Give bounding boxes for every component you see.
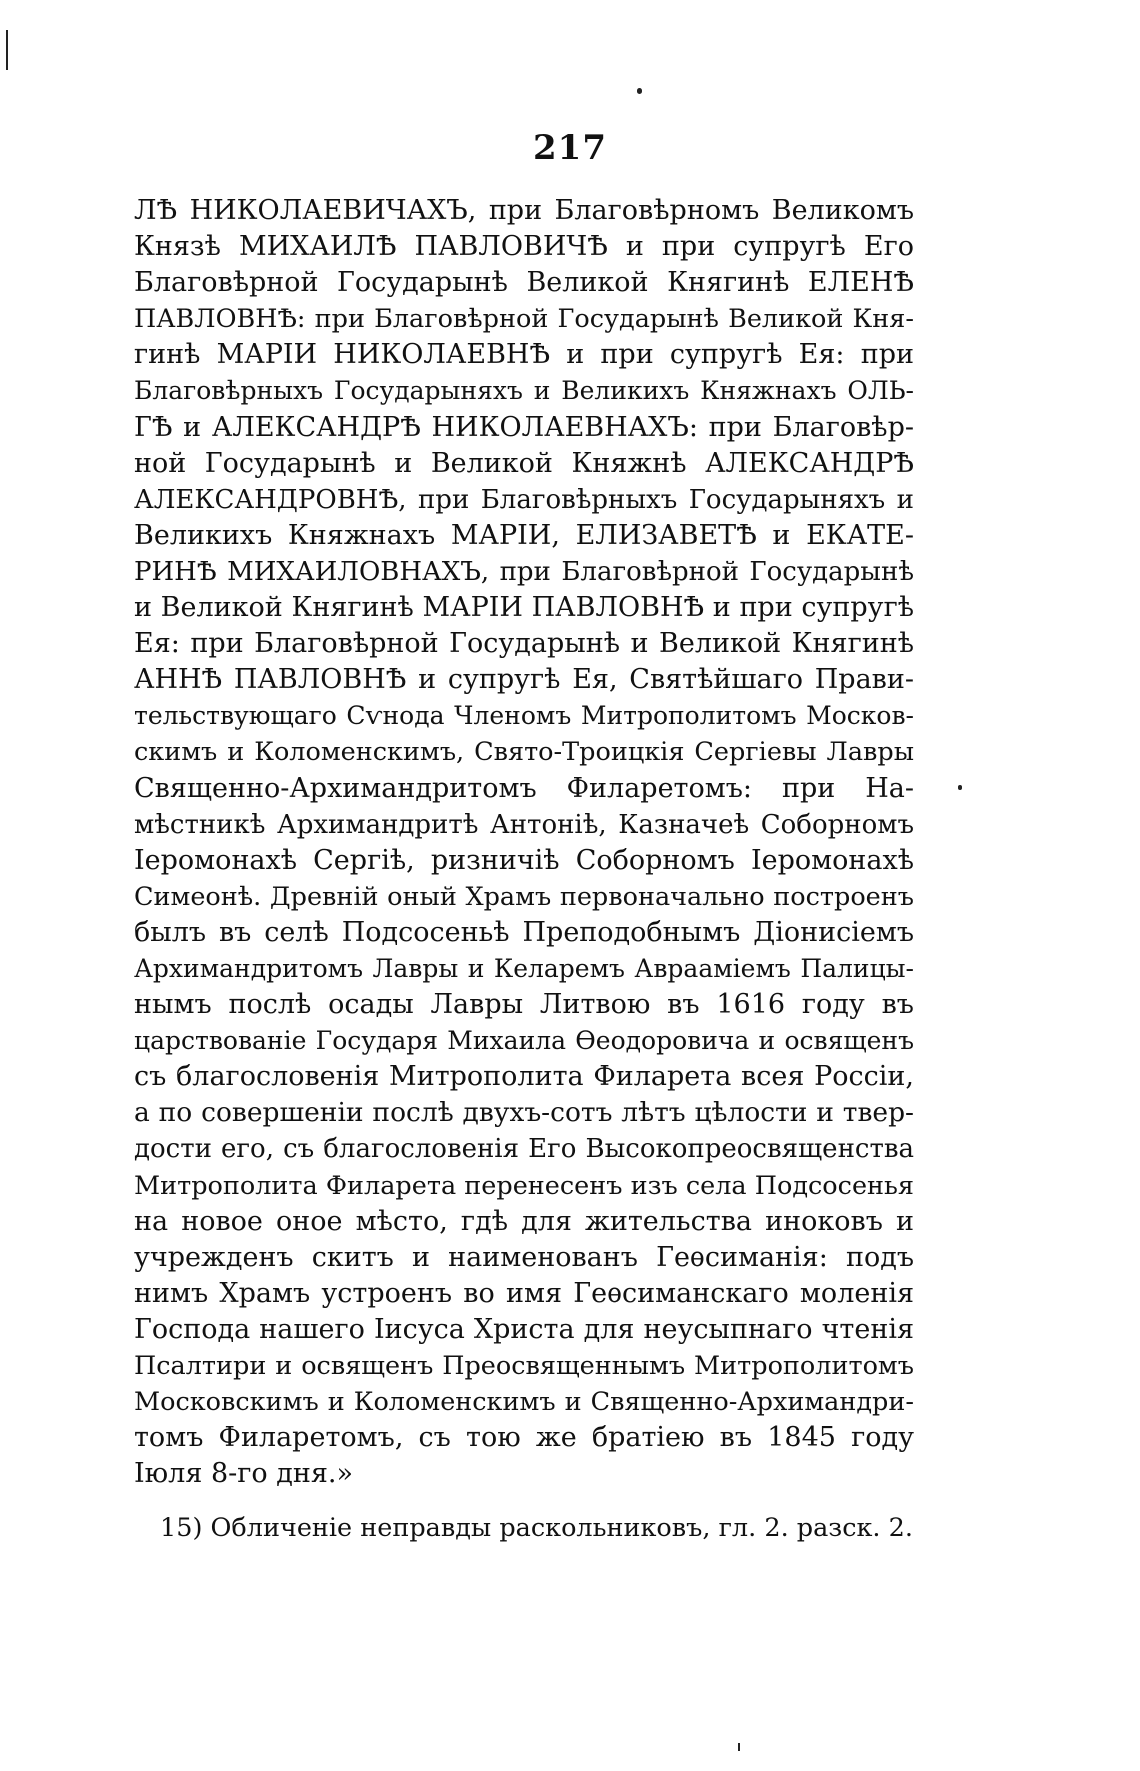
- text-line: Великихъ Княжнахъ МАРІИ, ЕЛИЗАВЕТѢ и ЕКАТЕ-: [134, 519, 914, 551]
- text-line: ПАВЛОВНѢ: при Благовѣрной Государынѣ Великой Кня-: [134, 304, 914, 335]
- text-line: Князѣ МИХАИЛѢ ПАВЛОВИЧѢ и при супругѣ Его: [134, 231, 914, 263]
- text-line: ГѢ и АЛЕКСАНДРѢ НИКОЛАЕВНАХЪ: при Благовѣр-: [134, 411, 914, 443]
- body-text: [134, 193, 914, 1492]
- text-line: ЛѢ НИКОЛАЕВИЧАХЪ, при Благовѣрномъ Великомъ: [134, 195, 914, 226]
- text-line: былъ въ селѣ Подсосеньѣ Преподобнымъ Діонисіемъ: [134, 916, 914, 948]
- footnote: 15) Обличеніе неправды раскольниковъ, гл. 2. разск. 2.: [160, 1513, 913, 1543]
- text-line: Симеонѣ. Древній оный Храмъ первоначально построенъ: [134, 881, 914, 912]
- text-line: АЛЕКСАНДРОВНѢ, при Благовѣрныхъ Государыняхъ и: [134, 484, 914, 515]
- text-line: томъ Филаретомъ, съ тою же братіею въ 1845 году: [134, 1422, 914, 1454]
- text-line: РИНѢ МИХАИЛОВНАХЪ, при Благовѣрной Государынѣ: [134, 556, 914, 587]
- text-line: нимъ Храмъ устроенъ во имя Геѳсиманскаго моленія: [134, 1277, 914, 1309]
- text-line: Священно-Архимандритомъ Филаретомъ: при На-: [134, 772, 914, 804]
- text-line: и Великой Княгинѣ МАРІИ ПАВЛОВНѢ и при супругѣ: [134, 592, 914, 624]
- scan-speck: [738, 1743, 740, 1751]
- text-line: Благовѣрныхъ Государыняхъ и Великихъ Княжнахъ ОЛЬ-: [134, 376, 914, 406]
- text-line: Архимандритомъ Лавры и Келаремъ Авраамiемъ Палицы-: [134, 953, 914, 983]
- text-line: тельствующаго Сѵнода Членомъ Митрополитомъ Москов-: [134, 701, 914, 731]
- scan-speck: [958, 785, 962, 790]
- text-line: а по совершеніи послѣ двухъ-сотъ лѣтъ цѣлости и твер-: [134, 1097, 914, 1129]
- text-line: дости его, съ благословенія Его Высокопреосвященства: [134, 1134, 914, 1165]
- text-line: Псалтири и освященъ Преосвященнымъ Митрополитомъ: [134, 1351, 914, 1381]
- text-line: учрежденъ скитъ и наименованъ Геѳсиманія: подъ: [134, 1241, 914, 1273]
- text-line: ной Государынѣ и Великой Княжнѣ АЛЕКСАНДРѢ: [134, 447, 914, 479]
- text-line: нымъ послѣ осады Лавры Литвою въ 1616 году въ: [134, 989, 914, 1021]
- text-line: Господа нашего Іисуса Христа для неусыпнаго чтенія: [134, 1313, 914, 1345]
- text-line: съ благословенія Митрополита Филарета всея Россіи,: [134, 1061, 914, 1093]
- text-line: Благовѣрной Государынѣ Великой Княгинѣ ЕЛЕНѢ: [134, 267, 914, 299]
- scan-speck: [6, 30, 8, 70]
- text-line: гинѣ МАРІИ НИКОЛАЕВНѢ и при супругѣ Ея: при: [134, 339, 914, 371]
- text-line: Іеромонахѣ Сергіѣ, ризничіѣ Соборномъ Іеромонахѣ: [134, 844, 914, 876]
- text-line: АННѢ ПАВЛОВНѢ и супругѣ Ея, Святѣйшаго Прави-: [134, 664, 914, 696]
- text-line: Іюля 8-го дня.»: [134, 1458, 353, 1490]
- text-line: скимъ и Коломенскимъ, Свято-Троицкія Сергіевы Лавры: [134, 737, 914, 768]
- text-line: Московскимъ и Коломенскимъ и Священно-Архимандри-: [134, 1387, 914, 1418]
- page-number: 217: [533, 128, 607, 168]
- scan-speck: [637, 88, 642, 94]
- text-line: мѣстникѣ Архимандритѣ Антоніѣ, Казначеѣ Соборномъ: [134, 809, 914, 840]
- text-line: на новое оное мѣсто, гдѣ для жительства иноковъ и: [134, 1205, 914, 1237]
- text-line: Ея: при Благовѣрной Государынѣ и Великой Княгинѣ: [134, 628, 914, 660]
- text-line: царствованіе Государя Михаила Ѳеодоровича и освященъ: [134, 1026, 914, 1056]
- text-line: Митрополита Филарета перенесенъ изъ села Подсосенья: [134, 1170, 914, 1201]
